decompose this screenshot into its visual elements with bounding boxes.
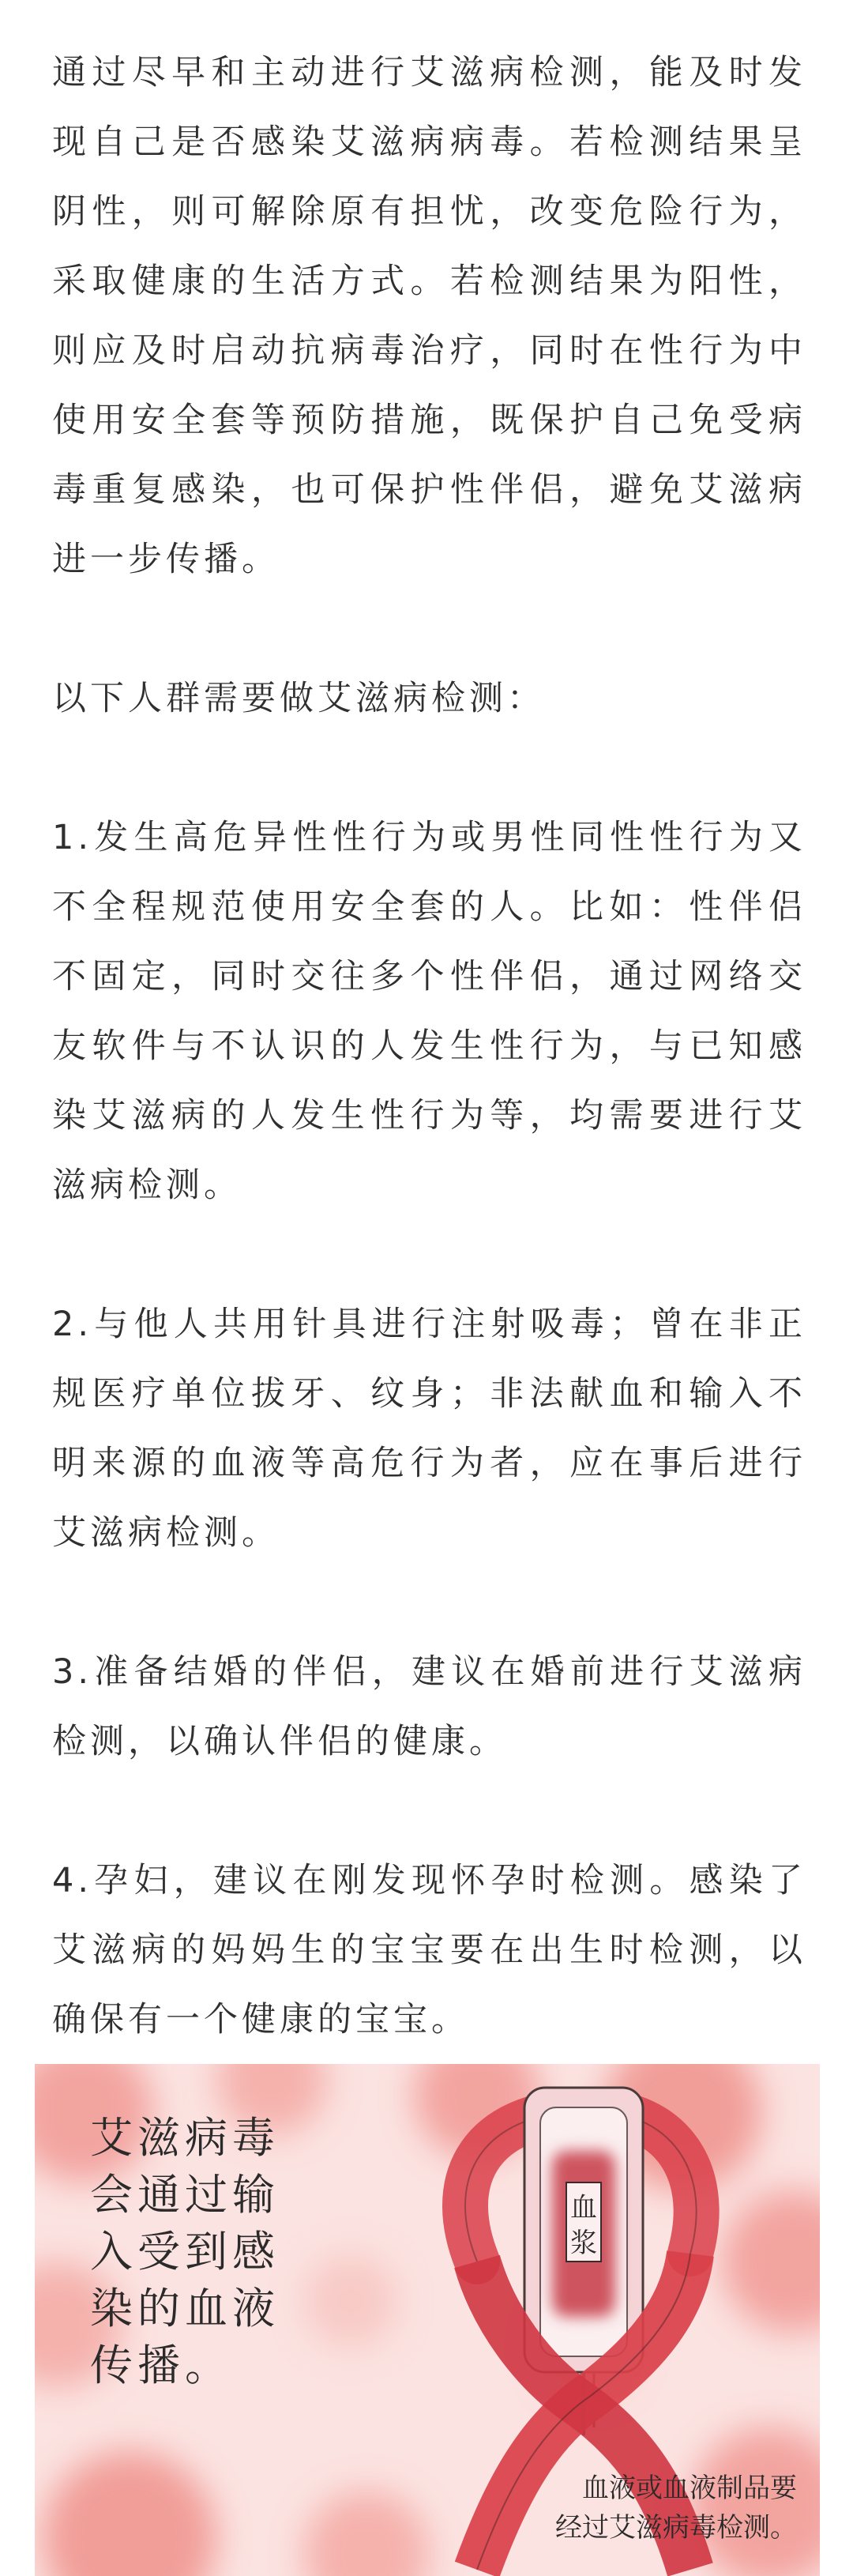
paragraph-gap — [52, 1220, 806, 1290]
blood-transmission-illustration — [35, 2064, 820, 2576]
paragraph-item-2: 2.与他人共用针具进行注射吸毒；曾在非正规医疗单位拔牙、纹身；非法献血和输入不明来源的血液等高危行为者，应在事后进行艾滋病检测。 — [52, 1305, 806, 1553]
main-text-line-4: 染的血液 — [90, 2284, 280, 2333]
paragraph-gap — [52, 733, 806, 803]
bag-label-line-1: 血 — [570, 2192, 597, 2224]
illustration-canvas — [35, 2064, 820, 2576]
caption-line-2: 经过艾滋病毒检测。 — [555, 2512, 797, 2544]
bag-label-line-2: 浆 — [570, 2228, 597, 2259]
main-text-line-3: 入受到感 — [90, 2227, 280, 2277]
main-text-line-1: 艾滋病毒 — [90, 2113, 280, 2163]
paragraph-item-3: 3.准备结婚的伴侣，建议在婚前进行艾滋病检测，以确认伴侣的健康。 — [52, 1652, 806, 1761]
paragraph-intro: 通过尽早和主动进行艾滋病检测，能及时发现自己是否感染艾滋病病毒。若检测结果呈阴性，则可解除原有担忧，改变危险行为，采取健康的生活方式。若检测结果为阳性，则应及时启动抗病毒治疗，同时在性行为中使用安全套等预防措施，既保护自己免受病毒重复感染，也可保护性伴侣，避免艾滋病进一步传播。 — [52, 53, 806, 579]
paragraph-gap — [52, 1568, 806, 1637]
paragraph-item-1: 1.发生高危异性性行为或男性同性性行为又不全程规范使用安全套的人。比如：性伴侣不固定，同时交往多个性伴侣，通过网络交友软件与不认识的人发生性行为，与已知感染艾滋病的人发生性行为等，均需要进行艾滋病检测。 — [52, 818, 806, 1205]
caption-line-1: 血液或血液制品要 — [582, 2472, 797, 2504]
paragraph-gap — [52, 594, 806, 664]
paragraph-groups-heading: 以下人群需要做艾滋病检测： — [52, 679, 545, 718]
main-text-line-2: 会通过输 — [90, 2170, 280, 2220]
paragraph-item-4: 4.孕妇，建议在刚发现怀孕时检测。感染了艾滋病的妈妈生的宝宝要在出生时检测，以确保有一个健康的宝宝。 — [52, 1861, 806, 2039]
article — [52, 0, 806, 2054]
paragraph-gap — [52, 1776, 806, 1846]
main-text-line-5: 传播。 — [90, 2341, 232, 2390]
